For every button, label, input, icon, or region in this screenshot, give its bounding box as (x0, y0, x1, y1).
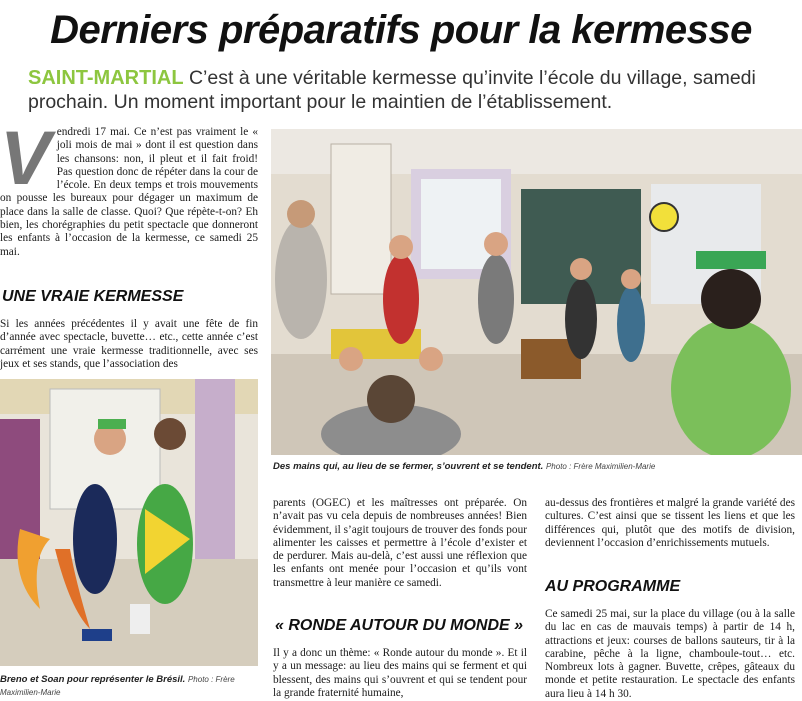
classroom-dance-illustration (271, 129, 802, 455)
brazil-photo (0, 379, 258, 666)
location-kicker: SAINT-MARTIAL (28, 67, 184, 89)
intro-paragraph (0, 116, 258, 259)
main-caption-text: Des mains qui, au lieu de se fermer, s’ouvrent et se tendent. (273, 461, 544, 472)
article-deck (28, 66, 788, 114)
main-photo-caption (273, 460, 802, 473)
paragraph-kermesse-continued: parents (OGEC) et les maîtresses ont préparée. On n’avait pas vu cela depuis de nombreuses années! Bien évidemment, il s’agit toujours de trouver des fonds pour alimenter les caisses et permettre à l’école d’exister et de perdurer. Mais au-delà, c’est aussi une réflexion que les enfants ont menée pour l’occasion et qu’ils vont transmettre à leur manière ce samedi. (273, 497, 527, 589)
paragraph-theme-continued: au-dessus des frontières et malgré la grande variété des cultures. C’est ainsi que se tissent les liens et que les différences qui, plutôt que des motifs de division, deviennent l’occasion d’enrichissements mutuels. (545, 497, 795, 549)
article-headline: Derniers préparatifs pour la kermesse (50, 8, 752, 52)
main-caption-credit: Photo : Frère Maximilien-Marie (545, 462, 656, 471)
subhead-programme: AU PROGRAMME (545, 578, 681, 595)
intro-text: endredi 17 mai. Ce n’est pas vraiment le « joli mois de mai » dont il est question dans les chansons: non, il pleut et il fait froid! Pas question donc de répéter dans la cour de l’école. En deux temps et trois mouvements on pousse les bureaux pour dégager un maximum de place dans la salle de classe. Quoi? Que répète-t-on? Eh bien, les chorégraphies du petit spectacle que donneront les enfants à l’occasion de la kermesse, ce samedi 25 mai. (0, 126, 258, 258)
subhead-vraie-kermesse: UNE VRAIE KERMESSE (2, 288, 184, 305)
subhead-ronde: « RONDE AUTOUR DU MONDE » (275, 617, 524, 634)
paragraph-theme: Il y a donc un thème: « Ronde autour du monde ». Et il y a un message: au lieu des mains qui se ferment et qui blessent, des mains qui s’ouvrent et qui se tendent pour la grande fraternité humaine, (273, 647, 527, 699)
brazil-kids-illustration (0, 379, 258, 666)
main-photo (271, 129, 802, 455)
paragraph-kermesse: Si les années précédentes il y avait une fête de fin d’année avec spectacle, buvette… etc., cette année c’est carrément une vraie kermesse traditionnelle, avec ses jeux et ses stands, que l’association des (0, 318, 258, 370)
brazil-caption-text: Breno et Soan pour représenter le Brésil. (0, 674, 186, 685)
paragraph-programme: Ce samedi 25 mai, sur la place du village (ou à la salle du lac en cas de mauvais temps) à partir de 14 h, attractions et jeux: courses de ballons sauteurs, tir à la carabine, pêche à la ligne, chamboule-tout… etc. Nombreux lots à gagner. Buvette, crêpes, gâteaux du monde et petite restauration. Le spectacle des enfants aura lieu à 14 h 30. (545, 608, 795, 700)
deck-text: C’est à une véritable kermesse qu’invite l’école du village, samedi prochain. Un moment important pour le maintien de l’établissement. (28, 67, 756, 113)
brazil-photo-caption (0, 673, 258, 699)
brazil-caption-credit: Photo : Frère Maximilien-Marie (0, 675, 235, 697)
dropcap-letter: V (0, 116, 51, 201)
